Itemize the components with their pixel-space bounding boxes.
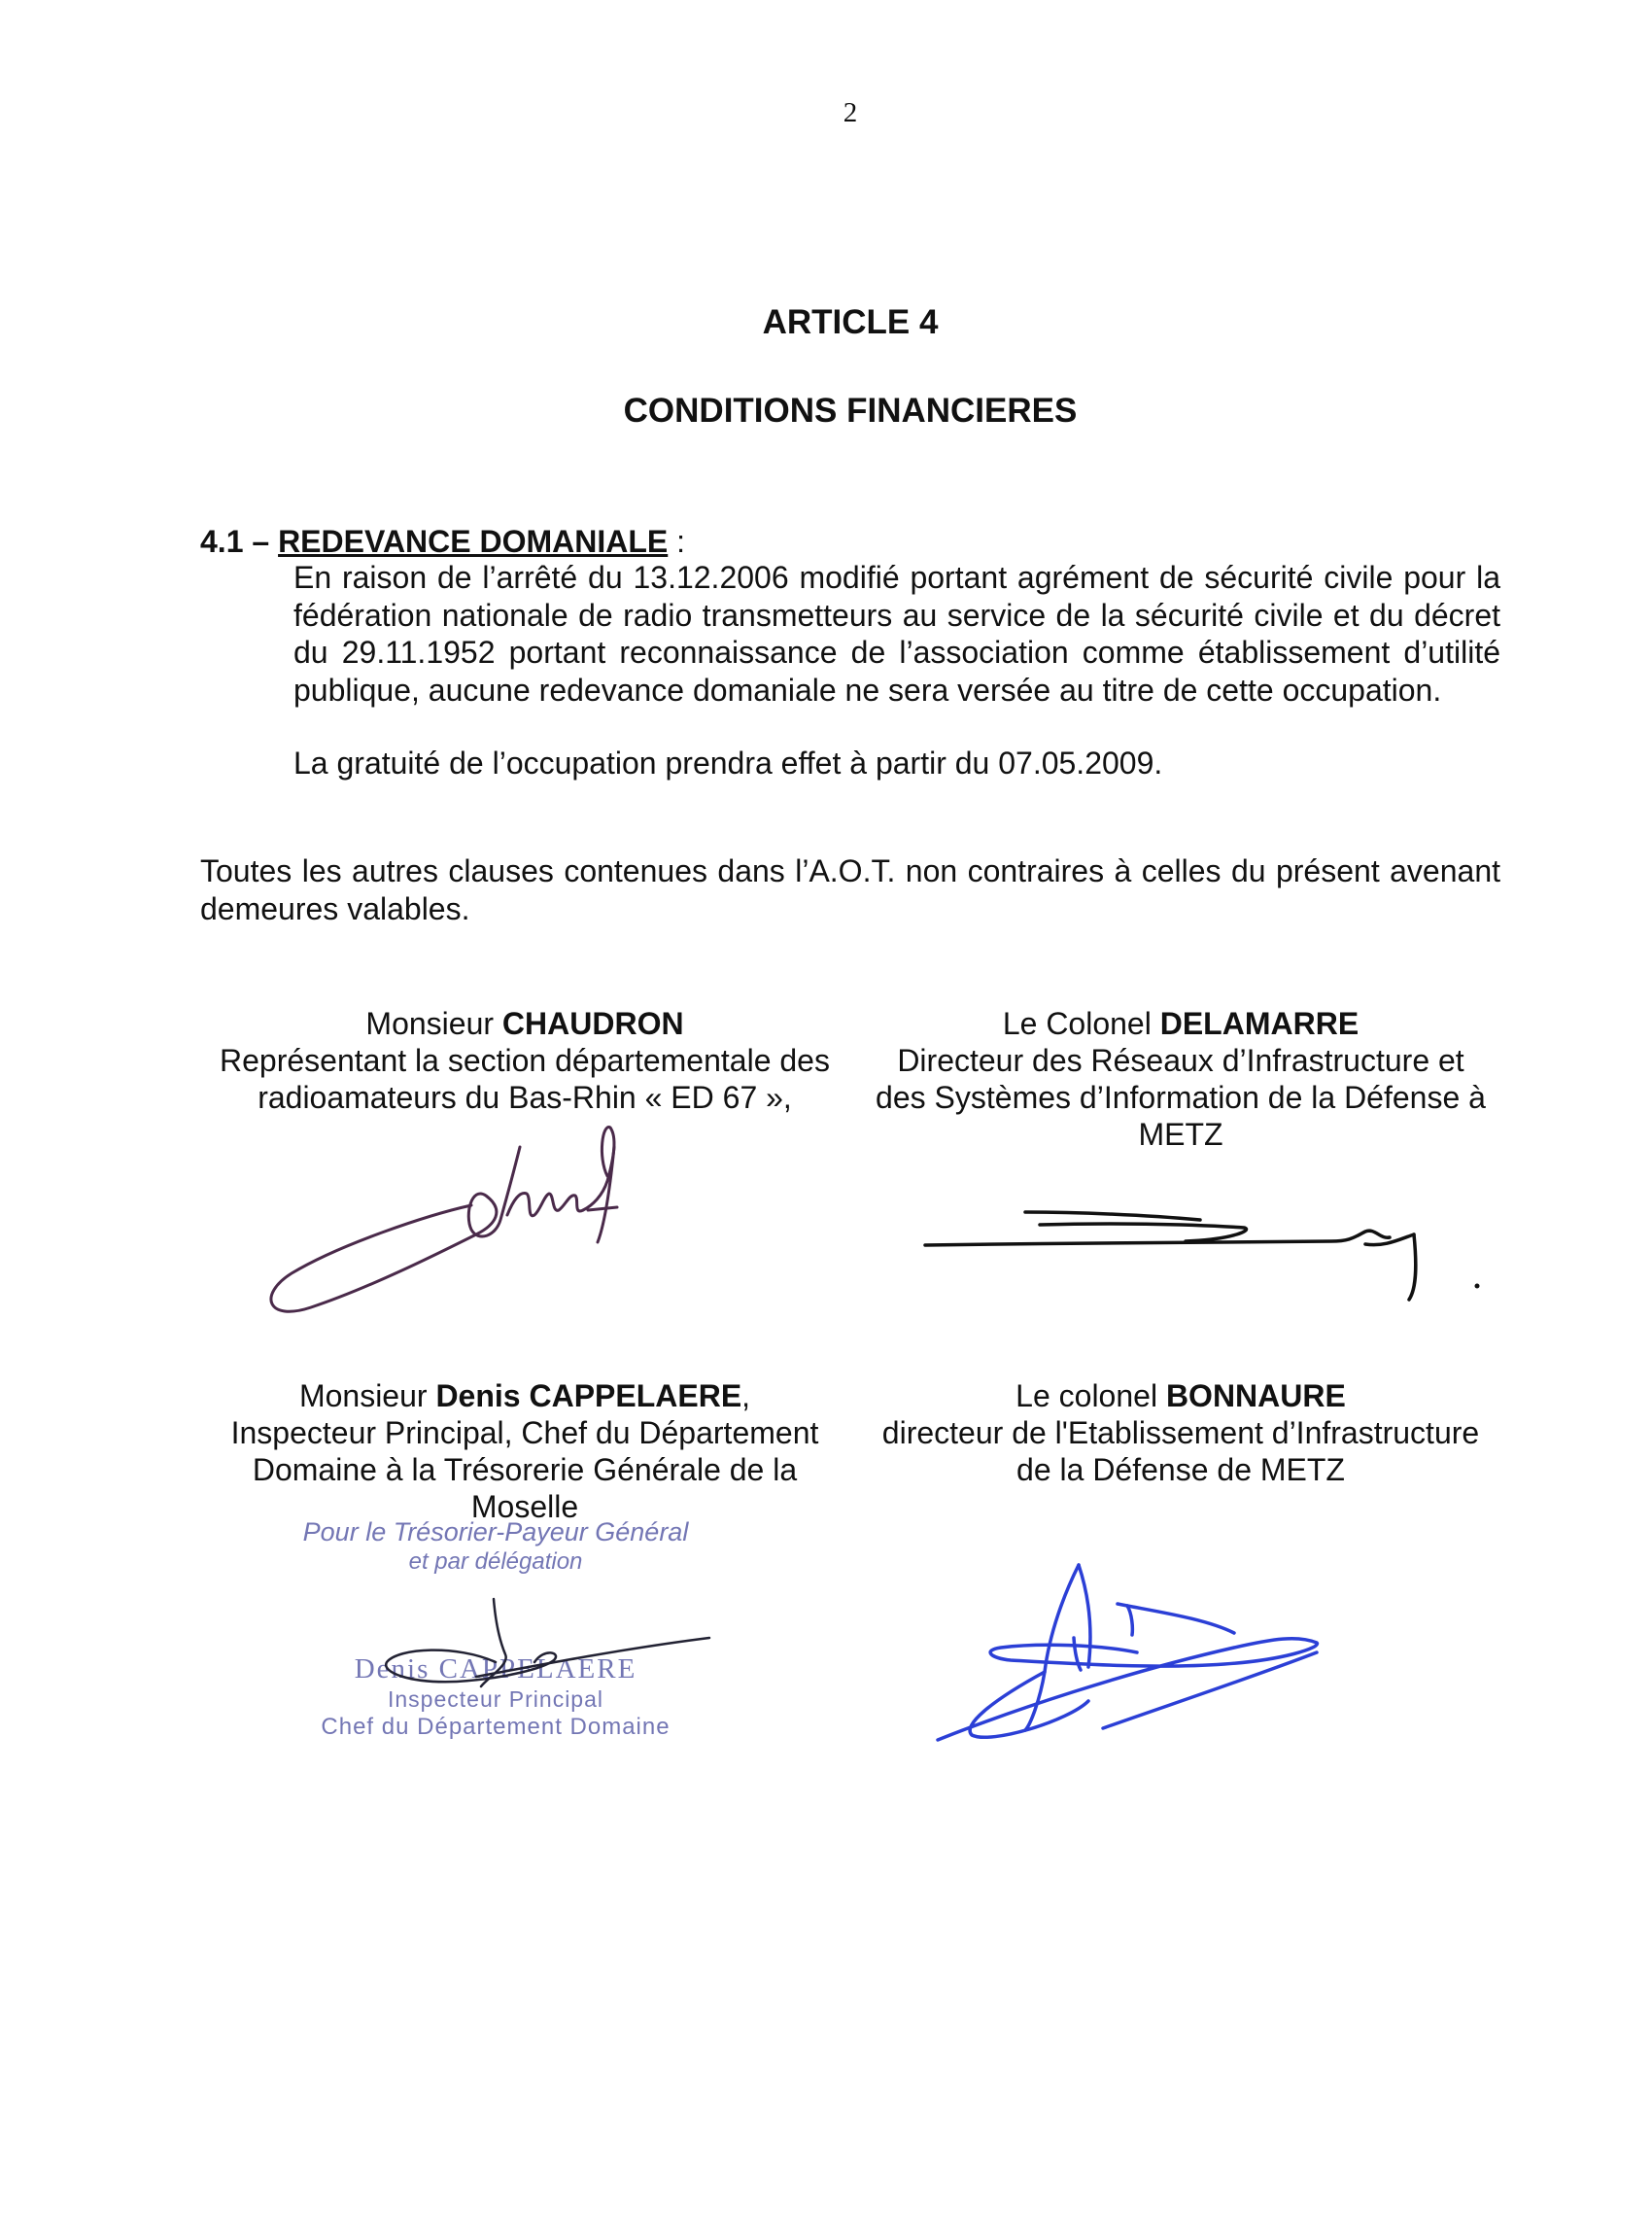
signatory-name: DELAMARRE	[1159, 1006, 1359, 1041]
signatory-role-line: radioamateurs du Bas-Rhin « ED 67 »,	[258, 1080, 792, 1115]
signatory-chaudron	[194, 1005, 855, 1116]
signatory-name: Denis CAPPELAERE	[435, 1378, 742, 1413]
signatory-role-line: Représentant la section départementale des	[220, 1043, 830, 1078]
clauses-paragraph: Toutes les autres clauses contenues dans l’A.O.T. non contraires à celles du présent avenant demeures valables.	[200, 853, 1500, 926]
signatory-prefix: Le colonel	[1015, 1378, 1166, 1413]
signatory-name-line	[194, 1005, 855, 1042]
signatory-suffix: ,	[741, 1378, 751, 1413]
redevance-paragraph: En raison de l’arrêté du 13.12.2006 modifié portant agrément de sécurité civile pour la fédération nationale de radio transmetteurs au service de la sécurité civile et du décret du 29.11.1952 portant reconnaissance de l’association comme établissement d’utilité publique, aucune redevance domaniale ne sera versée au titre de cette occupation.	[293, 560, 1500, 708]
subsection-colon: :	[668, 524, 686, 559]
signatory-name: BONNAURE	[1165, 1378, 1346, 1413]
stamp-department: Chef du Département Domaine	[321, 1714, 671, 1740]
stamp-line-1: Pour le Trésorier-Payeur Général	[302, 1517, 689, 1546]
signatory-role-line: directeur de l'Etablissement d’Infrastructure	[881, 1415, 1480, 1450]
article-title: ARTICLE 4	[762, 303, 939, 341]
subsection-heading	[200, 524, 685, 560]
signatory-name-line	[194, 1377, 855, 1414]
signatory-name-line	[855, 1005, 1506, 1042]
signatory-name: CHAUDRON	[501, 1006, 684, 1041]
signatory-delamarre	[855, 1005, 1506, 1153]
signatory-name-line	[855, 1377, 1506, 1414]
signatory-prefix: Le Colonel	[1002, 1006, 1160, 1041]
signatory-role-line: de la Défense de METZ	[1016, 1452, 1345, 1487]
signatory-bonnaure	[855, 1377, 1506, 1488]
signatory-role-line: Inspecteur Principal, Chef du Département	[230, 1415, 819, 1450]
signatory-role-line: Directeur des Réseaux d’Infrastructure et	[897, 1043, 1464, 1078]
signatory-role-line: Moselle	[470, 1489, 579, 1524]
signatory-role-line: Domaine à la Trésorerie Générale de la	[252, 1452, 798, 1487]
subsection-title: REDEVANCE DOMANIALE	[278, 524, 669, 559]
effective-date-line: La gratuité de l’occupation prendra effet à partir du 07.05.2009.	[293, 746, 1163, 781]
signature-bonnaure	[933, 1555, 1390, 1750]
signatory-cappelaere	[194, 1377, 855, 1525]
signatory-role-line: METZ	[1138, 1117, 1223, 1152]
section-title: CONDITIONS FINANCIERES	[623, 392, 1078, 430]
stamp-line-2: et par délégation	[408, 1548, 583, 1575]
signature-chaudron	[253, 1118, 680, 1312]
signatory-prefix: Monsieur	[298, 1378, 436, 1413]
stamp-title: Inspecteur Principal	[388, 1686, 603, 1712]
signature-delamarre	[923, 1191, 1506, 1317]
subsection-number: 4.1 –	[200, 524, 279, 559]
signatory-prefix: Monsieur	[365, 1006, 502, 1041]
stamp-name: Denis CAPPELAERE	[354, 1653, 637, 1685]
signature-cappelaere	[379, 1594, 719, 1711]
page-number: 2	[843, 97, 858, 128]
signatory-role-line: des Systèmes d’Information de la Défense à	[876, 1080, 1486, 1115]
